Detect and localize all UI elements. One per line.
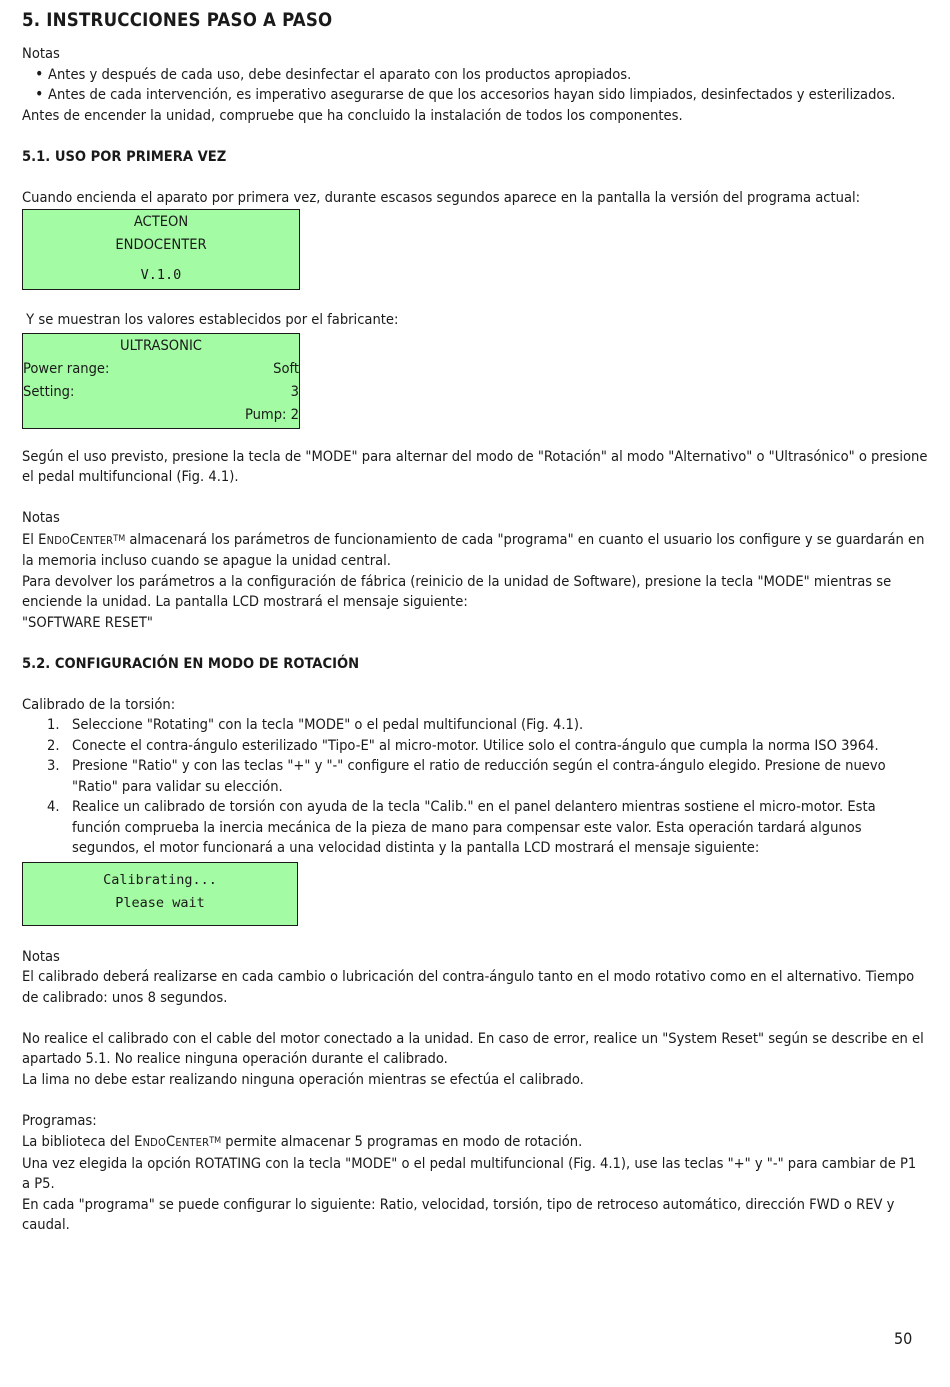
lcd-display-calibrating [22, 862, 298, 926]
paragraph: El calibrado deberá realizarse en cada cambio o lubricación del contra-ángulo tanto en el modo rotativo como en el alternativo. Tiempo de calibrado: unos 8 segundos. [22, 968, 915, 1006]
lcd-display-version [22, 209, 300, 290]
notes-label: Notas [22, 947, 60, 965]
lcd-row-setting [23, 380, 299, 403]
trademark-symbol: TM [113, 533, 126, 544]
lcd-line: Please wait [115, 894, 205, 911]
lcd-line: Calibrating... [103, 871, 217, 888]
programs-label: Programas: [22, 1111, 97, 1129]
paragraph: No realice el calibrado con el cable del motor conectado a la unidad. En caso de error, realice un "System Reset" según se describe en el apartado 5.1. No realice ninguna operación durante el calibrado. [22, 1029, 924, 1067]
notes-label: Notas [22, 509, 60, 526]
list-item: • Antes y después de cada uso, debe desinfectar el aparato con los productos apropiados. [48, 65, 928, 86]
lcd-label: Power range: [23, 359, 110, 377]
notes-paragraph: El ENDOCENTER™ almacenará los parámetros de funcionamiento de cada "programa" en cuanto el usuario los configure y se guardarán en la memoria incluso cuando se apague la unidad central. [22, 530, 925, 569]
lcd-line: ENDOCENTER [115, 236, 207, 253]
lcd-version: V.1.0 [140, 267, 182, 283]
page-title: 5. INSTRUCCIONES PASO A PASO [22, 10, 333, 31]
paragraph: La lima no debe estar realizando ninguna operación mientras se efectúa el calibrado. [22, 1070, 584, 1088]
paragraph: Y se muestran los valores establecidos por el fabricante: [22, 311, 399, 328]
list-item: • Antes de cada intervención, es imperativo asegurarse de que los accesorios hayan sido limpiados, desinfectados y esterilizados. [48, 85, 928, 106]
lcd-title: ULTRASONIC [120, 336, 202, 354]
document-page [22, 8, 928, 1236]
list-item: 1. Seleccione "Rotating" con la tecla "MODE" o el pedal multifuncional (Fig. 4.1). [47, 716, 584, 733]
paragraph: Para devolver los parámetros a la configuración de fábrica (reinicio de la unidad de Software), presione la tecla "MODE" mientras se enciende la unidad. La pantalla LCD mostrará el mensaje siguiente: [22, 572, 892, 610]
calibration-label: Calibrado de la torsión: [22, 695, 176, 713]
paragraph: En cada "programa" se puede configurar lo siguiente: Ratio, velocidad, torsión, tipo de retroceso automático, dirección FWD o REV y caudal. [22, 1195, 895, 1233]
intro-bullet-list [22, 65, 928, 106]
lcd-line: ACTEON [133, 213, 189, 230]
intro-paragraph: Antes de encender la unidad, compruebe que ha concluido la instalación de todos los componentes. [22, 106, 683, 124]
list-item: 3. Presione "Ratio" y con las teclas "+" y "-" configure el ratio de reducción según el contra-ángulo elegido. Presione de nuevo "Ratio" para validar su elección. [47, 757, 886, 795]
lcd-label: Setting: [23, 382, 75, 400]
paragraph: Una vez elegida la opción ROTATING con la tecla "MODE" o el pedal multifuncional (Fig. 4.1), use las teclas "+" y "-" para cambiar de P1 a P5. [22, 1154, 917, 1192]
lcd-display-ultrasonic [22, 333, 300, 429]
list-item: 4. Realice un calibrado de torsión con ayuda de la tecla "Calib." en el panel delantero mientras sostiene el micro-motor. Esta función comprueba la inercia mecánica de la pieza de mano para compensar este valor. Esta operación tardará algunos segundos, el motor funcionará a una velocidad distinta y la pantalla LCD mostrará el mensaje siguiente: [47, 798, 876, 856]
lcd-value: 3 [290, 382, 299, 400]
lcd-row-power [23, 357, 299, 380]
page-number: 50 [894, 1329, 913, 1348]
section-heading-5-2: 5.2. CONFIGURACIÓN EN MODO DE ROTACIÓN [22, 654, 360, 672]
paragraph: "SOFTWARE RESET" [22, 613, 153, 631]
paragraph: Según el uso previsto, presione la tecla de "MODE" para alternar del modo de "Rotación" al modo "Alternativo" o "Ultrasónico" o presione el pedal multifuncional (Fig. 4.1). [22, 447, 928, 485]
paragraph: Cuando encienda el aparato por primera vez, durante escasos segundos aparece en la pantalla la versión del programa actual: [22, 188, 861, 206]
brand-name: ENDOCENTER [134, 1133, 210, 1150]
list-item: 2. Conecte el contra-ángulo esterilizado "Tipo-E" al micro-motor. Utilice solo el contra-ángulo que cumpla la norma ISO 3964. [47, 736, 879, 754]
section-heading-5-1: 5.1. USO POR PRIMERA VEZ [22, 147, 227, 165]
steps-list [22, 715, 928, 859]
notes-label: Notas [22, 45, 60, 62]
trademark-symbol: TM [209, 1136, 222, 1146]
lcd-pump: Pump: 2 [244, 405, 299, 423]
paragraph: La biblioteca del ENDOCENTER™ permite almacenar 5 programas en modo de rotación. [22, 1133, 583, 1150]
brand-name: ENDOCENTER [38, 530, 114, 548]
lcd-value: Soft [273, 359, 299, 377]
